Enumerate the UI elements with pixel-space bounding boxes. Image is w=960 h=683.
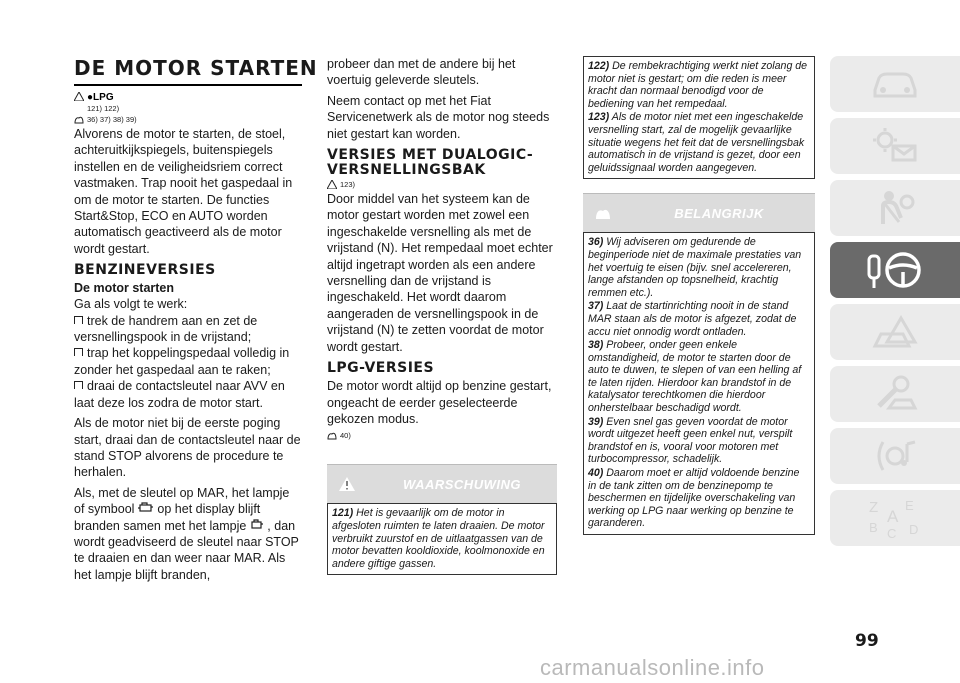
svg-text:Z: Z xyxy=(869,499,879,516)
section-heading: LPG-VERSIES xyxy=(327,360,435,377)
warning-icon xyxy=(74,92,84,101)
index-letters-icon xyxy=(865,496,925,540)
intro-paragraph: Alvorens de motor te starten, de stoel, achteruitkijkspiegels, buitenspiegels instellen en de veiligheidsriem correct vastmaken. Trap nooit het gaspedaal in om de motor te starten. De functies Start&Stop, ECO en AUTO worden automatisch geactiveerd als de motor wordt gestart. xyxy=(74,127,293,256)
warning-refs xyxy=(74,90,302,102)
svg-text:E: E xyxy=(905,498,914,513)
tab-safety[interactable] xyxy=(830,180,960,236)
warning-panel-header xyxy=(327,464,557,503)
engine-warning-light-icon xyxy=(250,519,264,530)
warning-panel-title: WAARSCHUWING xyxy=(403,476,521,492)
important-panel-header xyxy=(583,193,815,232)
engine-symbol-icon xyxy=(138,502,154,513)
paragraph: probeer dan met de andere bij het voertuig geleverde sleutels. xyxy=(327,57,516,88)
important-note: 38) Probeer, onder geen enkele omstandigheid, de motor te starten door de auto te duwen, te slepen of van een helling af te laten rijden. Hierdoor kan brandstof in de katalysator terechtkomen die hierdoor onherstelbaar beschadigd wordt. xyxy=(588,339,802,415)
warning-refs-text: 121) 122) xyxy=(87,104,120,113)
car-icon xyxy=(869,66,921,102)
important-panel-title: BELANGRIJK xyxy=(674,205,764,221)
warning-note: 123) Als de motor niet met een ingeschakelde versnelling start, zal de mogelijk gevaarlijke situatie wegens het feit dat de versnellingsbak automatisch in de vrijstand is gezet, door een geluidssignaal worden aangegeven. xyxy=(588,111,805,174)
warning-box xyxy=(327,503,557,575)
watermark: carmanualsonline.info xyxy=(540,655,765,680)
list-item: trek de handrem aan en zet de versnellingspook in de vrijstand; xyxy=(74,313,258,345)
svg-text:●LPG: ●LPG xyxy=(87,92,114,102)
important-box xyxy=(583,232,815,535)
bullet-icon xyxy=(74,316,83,324)
svg-text:D: D xyxy=(909,522,919,537)
hand-caution-icon xyxy=(74,115,84,124)
tab-dashboard-lights[interactable] xyxy=(830,118,960,174)
bullet-icon xyxy=(74,348,83,356)
tab-maintenance[interactable] xyxy=(830,366,960,422)
warning-light-paragraph: Als, met de sleutel op MAR, het lampje of symbool op het display blijft branden samen met het lampje , dan wordt geadviseerd de sleutel naar STOP te draaien en dan weer naar MAR. Als het lampje blijft branden, xyxy=(74,485,299,582)
tab-multimedia[interactable] xyxy=(830,428,960,484)
page-number: 99 xyxy=(855,631,879,651)
svg-text:C: C xyxy=(887,526,897,540)
subsection-heading: De motor starten xyxy=(74,281,175,296)
tab-starting-driving[interactable] xyxy=(830,242,960,298)
wrench-car-icon xyxy=(869,374,921,414)
lpg-icon xyxy=(87,90,115,102)
list-item: draai de contactsleutel naar AVV en laat deze los zodra de motor start. xyxy=(74,379,285,410)
important-note: 40) Daarom moet er altijd voldoende benzine in de tank zitten om de benzinepomp te beschermen en tijdelijke overschakeling van werking op LPG naar werking op benzine te garanderen. xyxy=(588,467,800,530)
column-1 xyxy=(74,56,318,587)
important-note: 37) Laat de startinrichting nooit in de stand MAR staan als de motor is afgezet, zodat de accu niet onnodig wordt ontladen. xyxy=(588,300,797,338)
warning-triangle-car-icon xyxy=(869,312,921,352)
warning-refs: 123) xyxy=(327,180,557,189)
caution-refs-text: 36) 37) 38) 39) xyxy=(87,115,137,124)
warning-triangle-icon xyxy=(338,476,356,492)
warning-note: 122) De rembekrachtiging werkt niet zolang de motor niet is gestart; om die reden is meer kracht dan normaal benodigd voor de bediening van het rempedaal. xyxy=(588,60,808,110)
paragraph: Neem contact op met het Fiat Servicenetwerk als de motor nog steeds niet gestart kan worden. xyxy=(327,93,550,141)
paragraph: De motor wordt altijd op benzine gestart, ongeacht de eerder geselecteerde gekozen modus. xyxy=(327,379,552,426)
column-3 xyxy=(583,56,815,535)
paragraph: Door middel van het systeem kan de motor gestart worden met zowel een ingeschakelde versnelling als met de vrijstand (N). Het rempedaal moet echter altijd ingetrapt worden als een andere versnelling dan de vrijstand is ingeschakeld. Het wordt daarom aangeraden de versnellingspook in de vrijstand (N) te zetten voordat de motor wordt gestart. xyxy=(327,192,553,354)
media-navigation-icon xyxy=(869,436,921,476)
important-note: 39) Even snel gas geven voordat de motor wordt uitgezet heeft geen enkel nut, verspilt brandstof en is, vooral voor motoren met turbocompressor, schadelijk. xyxy=(588,415,793,466)
warning-box-continued xyxy=(583,56,815,179)
caution-refs: 40) xyxy=(327,431,557,440)
retry-paragraph: Als de motor niet bij de eerste poging start, draai dan de contactsleutel naar de stand STOP alvorens de procedure te herhalen. xyxy=(74,416,301,480)
section-heading: BENZINEVERSIES xyxy=(74,262,216,279)
column-2 xyxy=(327,56,557,575)
warning-note: 121) Het is gevaarlijk om de motor in afgesloten ruimten te laten draaien. De motor verbruikt zuurstof en de uitlaatgassen van de motor bevatten kooldioxide, koolmonoxide en andere giftige gassen. xyxy=(332,507,545,570)
caution-refs xyxy=(74,115,302,124)
tab-index[interactable] xyxy=(830,490,960,546)
section-heading: VERSIES MET DUALOGIC-VERSNELLINGSBAK xyxy=(327,147,534,179)
page-title: DE MOTOR STARTEN xyxy=(74,56,302,86)
hand-caution-icon xyxy=(327,431,337,440)
hand-caution-icon xyxy=(593,205,613,221)
chapter-sidebar xyxy=(830,56,960,552)
steering-wheel-key-icon xyxy=(865,248,925,292)
bullet-icon xyxy=(74,381,83,389)
list-item: trap het koppelingspedaal volledig in zonder het gaspedaal aan te raken; xyxy=(74,346,290,377)
svg-text:A: A xyxy=(887,507,899,526)
warning-icon xyxy=(327,180,337,189)
airbag-seatbelt-icon xyxy=(869,188,921,228)
steps-intro: Ga als volgt te werk: xyxy=(74,297,188,312)
tab-car[interactable] xyxy=(830,56,960,112)
dashboard-lights-icon xyxy=(869,126,921,166)
svg-text:B: B xyxy=(869,520,878,535)
important-note: 36) Wij adviseren om gedurende de beginperiode niet de maximale prestaties van het voertuig te eisen (bijv. snel accelereren, lange afstanden op topsnelheid, krachtig remmen etc.). xyxy=(588,236,802,299)
tab-emergency[interactable] xyxy=(830,304,960,360)
